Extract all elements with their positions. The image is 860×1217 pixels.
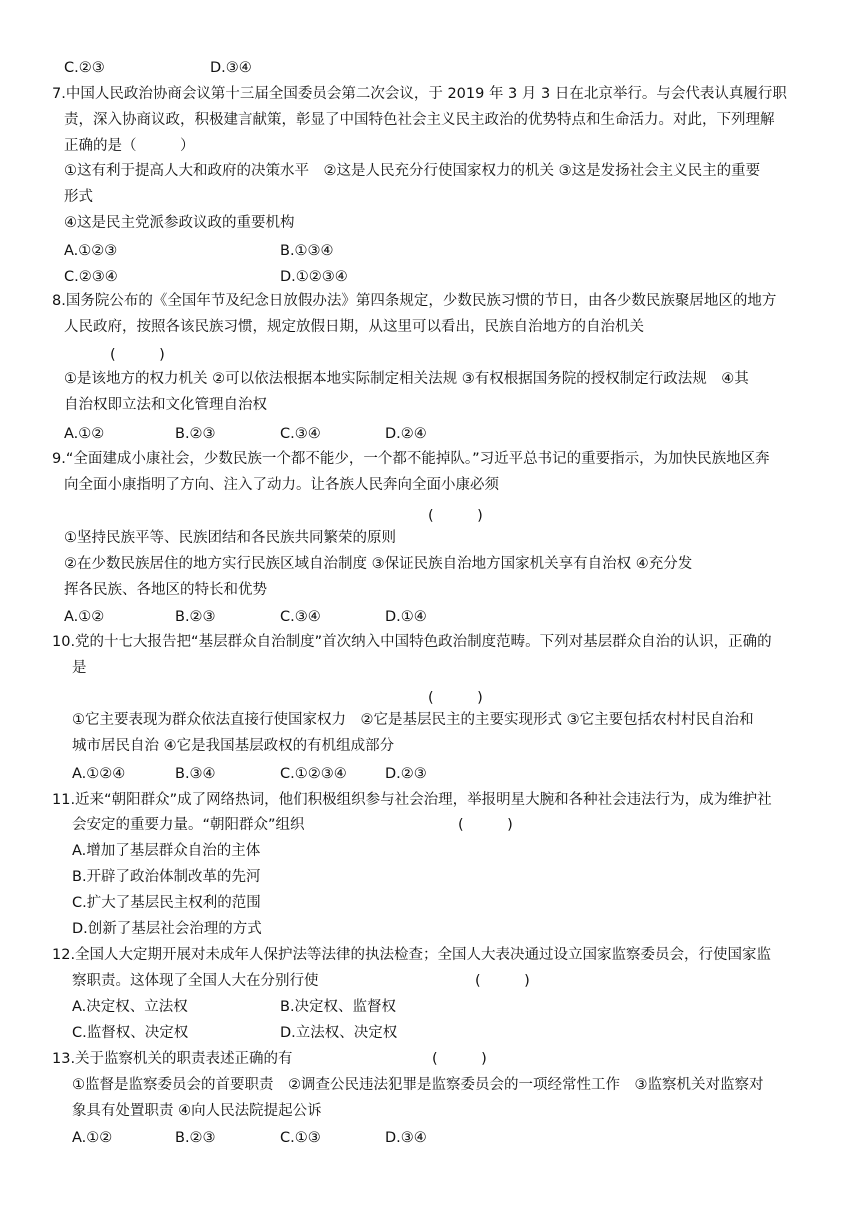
q13-option-b[interactable]: B.②③	[175, 1130, 216, 1146]
q7-statement-1-cont: 形式	[64, 189, 93, 205]
q12-option-c[interactable]: C.监督权、决定权	[72, 1025, 189, 1041]
q9-option-d[interactable]: D.①④	[385, 609, 427, 625]
q8-option-a[interactable]: A.①②	[64, 426, 105, 442]
q12-option-d[interactable]: D.立法权、决定权	[280, 1025, 398, 1041]
q10-option-c[interactable]: C.①②③④	[280, 766, 347, 782]
q8-stem-line-2: 人民政府，按照各该民族习惯，规定放假日期，从这里可以看出，民族自治地方的自治机关	[64, 319, 644, 335]
q8-option-d[interactable]: D.②④	[385, 426, 427, 442]
q13-stem-line-1: 13.关于监察机关的职责表述正确的有	[52, 1051, 293, 1067]
q10-statement-1-cont: 城市居民自治 ④它是我国基层政权的有机组成部分	[72, 738, 395, 754]
q13-statement-1-cont: 象具有处置职责 ④向人民法院提起公诉	[72, 1103, 322, 1119]
q12-answer-paren[interactable]: ( )	[475, 973, 530, 989]
q8-statement-1: ①是该地方的权力机关 ②可以依法根据本地实际制定相关法规 ③有权根据国务院的授权制定行政法规 ④其	[64, 371, 749, 387]
q10-option-d[interactable]: D.②③	[385, 766, 427, 782]
q8-answer-paren[interactable]: ( )	[110, 347, 165, 363]
q11-option-d[interactable]: D.创新了基层社会治理的方式	[72, 921, 262, 937]
q12-stem-line-1: 12.全国人大定期开展对未成年人保护法等法律的执法检查；全国人大表决通过设立国家监察委员会，行使国家监	[52, 947, 772, 963]
q13-option-c[interactable]: C.①③	[280, 1130, 321, 1146]
q9-option-a[interactable]: A.①②	[64, 609, 105, 625]
q7-option-d[interactable]: D.①②③④	[280, 269, 348, 285]
q12-stem-line-2: 察职责。这体现了全国人大在分别行使	[72, 973, 319, 989]
q13-answer-paren[interactable]: ( )	[432, 1051, 487, 1067]
q11-option-c[interactable]: C.扩大了基层民主权利的范围	[72, 895, 261, 911]
q7-option-c[interactable]: C.②③④	[64, 269, 118, 285]
q7-option-b[interactable]: B.①③④	[280, 243, 334, 259]
q11-stem-line-2: 会安定的重要力量。“朝阳群众”组织	[72, 817, 305, 833]
q12-option-b[interactable]: B.决定权、监督权	[280, 999, 397, 1015]
q9-answer-paren[interactable]: ( )	[428, 508, 483, 524]
q7-stem-line-3: 正确的是（ ）	[64, 138, 195, 154]
q11-option-a[interactable]: A.增加了基层群众自治的主体	[72, 843, 261, 859]
q10-option-b[interactable]: B.③④	[175, 766, 216, 782]
q10-answer-paren[interactable]: ( )	[428, 690, 483, 706]
q9-statement-1: ①坚持民族平等、民族团结和各民族共同繁荣的原则	[64, 530, 396, 546]
q9-option-c[interactable]: C.③④	[280, 609, 321, 625]
q11-answer-paren[interactable]: ( )	[458, 817, 513, 833]
q10-statement-1: ①它主要表现为群众依法直接行使国家权力 ②它是基层民主的主要实现形式 ③它主要包括农村村民自治和	[72, 712, 754, 728]
q10-stem-line-1: 10.党的十七大报告把“基层群众自治制度”首次纳入中国特色政治制度范畴。下列对基层群众自治的认识，正确的	[52, 634, 772, 650]
q7-option-a[interactable]: A.①②③	[64, 243, 118, 259]
q9-statement-2: ②在少数民族居住的地方实行民族区域自治制度 ③保证民族自治地方国家机关享有自治权 ④充分发	[64, 556, 693, 572]
q11-stem-line-1: 11.近来“朝阳群众”成了网络热词，他们积极组织参与社会治理，举报明星大腕和各种社会违法行为，成为维护社	[52, 792, 772, 808]
q9-stem-line-2: 向全面小康指明了方向、注入了动力。让各族人民奔向全面小康必须	[64, 477, 499, 493]
q7-statement-1: ①这有利于提高人大和政府的决策水平 ②这是人民充分行使国家权力的机关 ③这是发扬社会主义民主的重要	[64, 163, 761, 179]
q8-stem-line-1: 8.国务院公布的《全国年节及纪念日放假办法》第四条规定，少数民族习惯的节日，由各少数民族聚居地区的地方	[52, 293, 777, 309]
q6-option-c[interactable]: C.②③	[64, 60, 105, 76]
q8-option-b[interactable]: B.②③	[175, 426, 216, 442]
q10-stem-line-2: 是	[72, 660, 87, 676]
q13-option-d[interactable]: D.③④	[385, 1130, 427, 1146]
q8-statement-1-cont: 自治权即立法和文化管理自治权	[64, 397, 267, 413]
q9-statement-2-cont: 挥各民族、各地区的特长和优势	[64, 582, 267, 598]
q8-option-c[interactable]: C.③④	[280, 426, 321, 442]
q7-stem-line-2: 责，深入协商议政，积极建言献策，彰显了中国特色社会主义民主政治的优势特点和生命活力。对此，下列理解	[64, 112, 775, 128]
q12-option-a[interactable]: A.决定权、立法权	[72, 999, 188, 1015]
q13-option-a[interactable]: A.①②	[72, 1130, 113, 1146]
q9-option-b[interactable]: B.②③	[175, 609, 216, 625]
q7-statement-4: ④这是民主党派参政议政的重要机构	[64, 215, 295, 231]
q7-stem-line-1: 7.中国人民政治协商会议第十三届全国委员会第二次会议，于 2019 年 3 月 3 日在北京举行。与会代表认真履行职	[52, 86, 787, 102]
q6-option-d[interactable]: D.③④	[210, 60, 252, 76]
q10-option-a[interactable]: A.①②④	[72, 766, 126, 782]
q11-option-b[interactable]: B.开辟了政治体制改革的先河	[72, 869, 261, 885]
q9-stem-line-1: 9.“全面建成小康社会，少数民族一个都不能少，一个都不能掉队。”习近平总书记的重要指示，为加快民族地区奔	[52, 451, 770, 467]
q13-statement-1: ①监督是监察委员会的首要职责 ②调查公民违法犯罪是监察委员会的一项经常性工作 ③监察机关对监察对	[72, 1077, 764, 1093]
